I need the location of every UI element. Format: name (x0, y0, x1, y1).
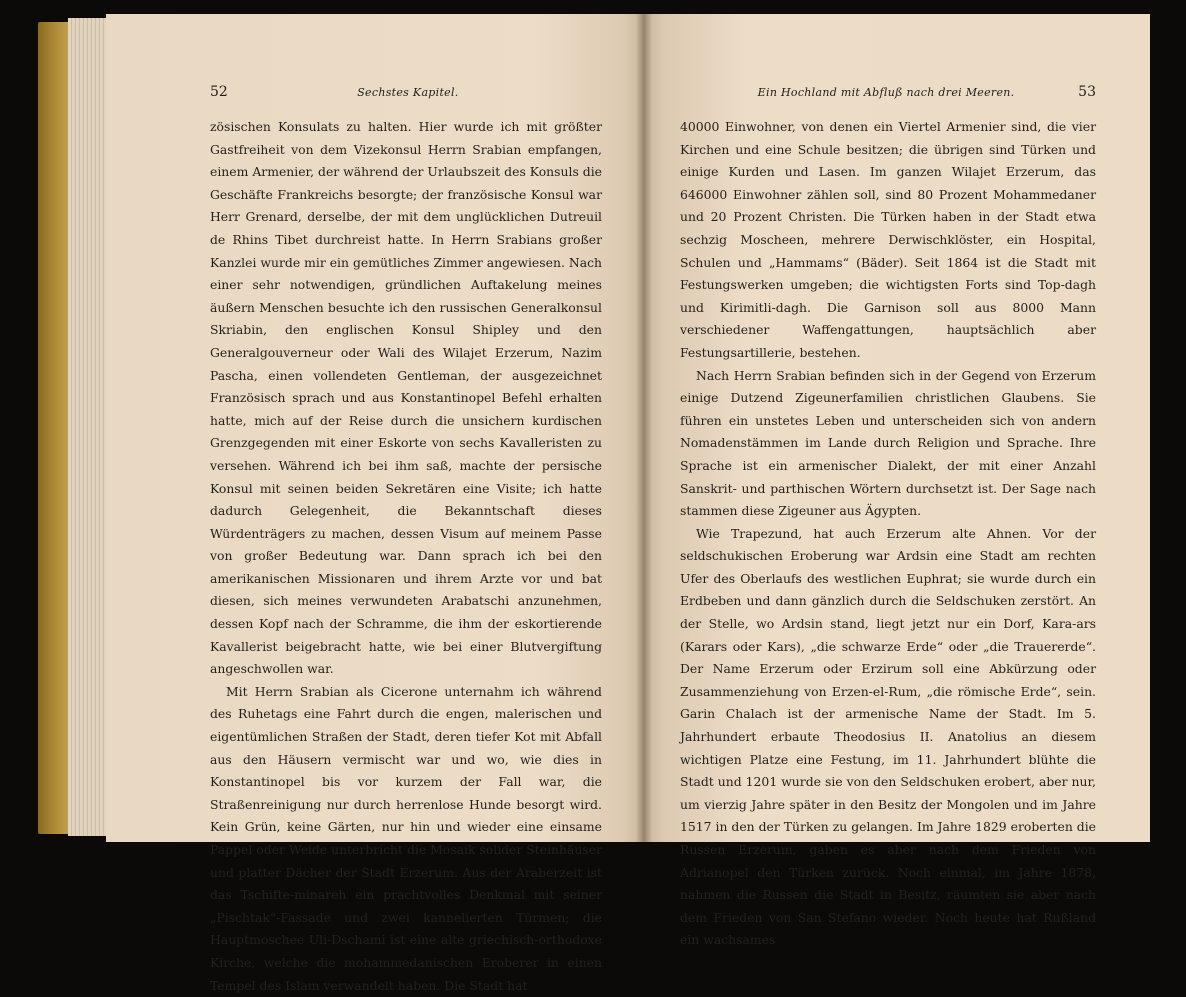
right-page-body (680, 116, 1096, 952)
paragraph: Wie Trapezund, hat auch Erzerum alte Ahnen. Vor der seldschukischen Eroberung war Ardsin eine Stadt am rechten Ufer des Oberlaufs des westlichen Euphrat; sie wurde durch ein Erdbeben und dann gänzlich durch die Seldschuken zerstört. An der Stelle, wo Ardsin stand, liegt jetzt nur ein Dorf, Kara-ars (Karars oder Kars), „die schwarze Erde“ oder „die Trauererde“. Der Name Erzerum oder Erzirum soll eine Abkürzung oder Zusammenziehung von Erzen-el-Rum, „die römische Erde“, sein. Garin Chalach ist der armenische Name der Stadt. Im 5. Jahrhundert erbaute Theodosius II. Anatolius an diesem wichtigen Platze eine Festung, im 11. Jahrhundert blühte die Stadt und 1201 wurde sie von den Seldschuken erobert, aber nur, um vierzig Jahre später in den Besitz der Mongolen und im Jahre 1517 in den der Türken zu gelangen. Im Jahre 1829 eroberten die Russen Erzerum, gaben es aber nach dem Frieden von Adrianopel den Türken zurück. Noch einmal, im Jahre 1878, nahmen die Russen die Stadt in Besitz, räumten sie aber nach dem Frieden von San Stefano wieder. Noch heute hat Rußland ein wachsames (680, 525, 1096, 948)
right-page (644, 14, 1150, 948)
left-page-body (210, 116, 602, 997)
paragraph: Mit Herrn Srabian als Cicerone unternahm ich während des Ruhetags eine Fahrt durch die engen, malerischen und eigentümlichen Straßen der Stadt, deren tiefer Kot mit Abfall aus den Häusern vermischt war und wo, wie dies in Konstantinopel bis vor kurzem der Fall war, die Straßenreinigung nur durch herrenlose Hunde besorgt wird. Kein Grün, keine Gärten, nur hin und wieder eine einsame Pappel oder Weide unterbricht die Mosaik solider Steinhäuser und platter Dächer der Stadt Erzerum. Aus der Araberzeit ist das Tschifte-minareh ein prachtvolles Denkmal mit seiner „Pischtak“-Fassade und zwei kannelierten Türmen; die Hauptmoschee Uli-Dschami ist eine alte griechisch-orthodoxe Kirche, welche die mohammedanischen Eroberer in einen Tempel des Islam verwandelt haben. Die Stadt hat (210, 683, 602, 993)
page-number: 52 (210, 84, 228, 100)
paragraph: 40000 Einwohner, von denen ein Viertel Armenier sind, die vier Kirchen und eine Schule besitzen; die übrigen sind Türken und einige Kurden und Lasen. Im ganzen Wilajet Erzerum, das 646000 Einwohner zählen soll, sind 80 Prozent Mohammedaner und 20 Prozent Christen. Die Türken haben in der Stadt etwa sechzig Moscheen, mehrere Derwischklöster, ein Hospital, Schulen und „Hammams“ (Bäder). Seit 1864 ist die Stadt mit Festungswerken umgeben; die wichtigsten Forts sind Top-dagh und Kirimitli-dagh. Die Garnison soll aus 8000 Mann verschiedener Waffengattungen, hauptsächlich aber Festungsartillerie, bestehen. (680, 119, 1096, 360)
paragraph: Nach Herrn Srabian befinden sich in der Gegend von Erzerum einige Dutzend Zigeunerfamilien christlichen Glaubens. Sie führen ein unstetes Leben und unterscheiden sich von andern Nomadenstämmen im Lande durch Religion und Sprache. Ihre Sprache ist ein armenischer Dialekt, der mit einer Anzahl Sanskrit- und parthischen Wörtern durchsetzt ist. Der Sage nach stammen diese Zigeuner aus Ägypten. (680, 367, 1096, 519)
right-page-header (680, 84, 1096, 100)
open-book (38, 14, 1150, 993)
running-title: Sechstes Kapitel. (357, 86, 459, 99)
page-number: 53 (1078, 84, 1096, 100)
left-page (106, 14, 644, 993)
running-title: Ein Hochland mit Abfluß nach drei Meeren. (757, 86, 1015, 99)
paragraph: zösischen Konsulats zu halten. Hier wurde ich mit größter Gastfreiheit von dem Vizekonsul Herrn Srabian empfangen, einem Armenier, der während der Urlaubszeit des Konsuls die Geschäfte Frankreichs besorgte; der französische Konsul war Herr Grenard, derselbe, der mit dem unglücklichen Dutreuil de Rhins Tibet durchreist hatte. In Herrn Srabians großer Kanzlei wurde mir ein gemütliches Zimmer angewiesen. Nach einer sehr notwendigen, gründlichen Auftakelung meines äußern Menschen besuchte ich den russischen Generalkonsul Skriabin, den englischen Konsul Shipley und den Generalgouverneur oder Wali des Wilajet Erzerum, Nazim Pascha, einen vollendeten Gentleman, der ausgezeichnet Französisch sprach und aus Konstantinopel Befehl erhalten hatte, mich auf der Reise durch die unsichern kurdischen Grenzgegenden mit einer Eskorte von sechs Kavalleristen zu versehen. Während ich bei ihm saß, machte der persische Konsul mit seinen beiden Sekretären eine Visite; ich hatte dadurch Gelegenheit, die Bekanntschaft dieses Würdenträgers zu machen, dessen Visum auf meinem Passe von großer Bedeutung war. Dann sprach ich bei den amerikanischen Missionaren und ihrem Arzte vor und bat diesen, sich meines verwundeten Arabatschi anzunehmen, dessen Kopf nach der Schramme, die ihm der eskortierende Kavallerist beigebracht hatte, wie bei einer Blutvergiftung angeschwollen war. (210, 119, 602, 677)
left-page-header (210, 84, 602, 100)
book-gutter (636, 14, 652, 842)
